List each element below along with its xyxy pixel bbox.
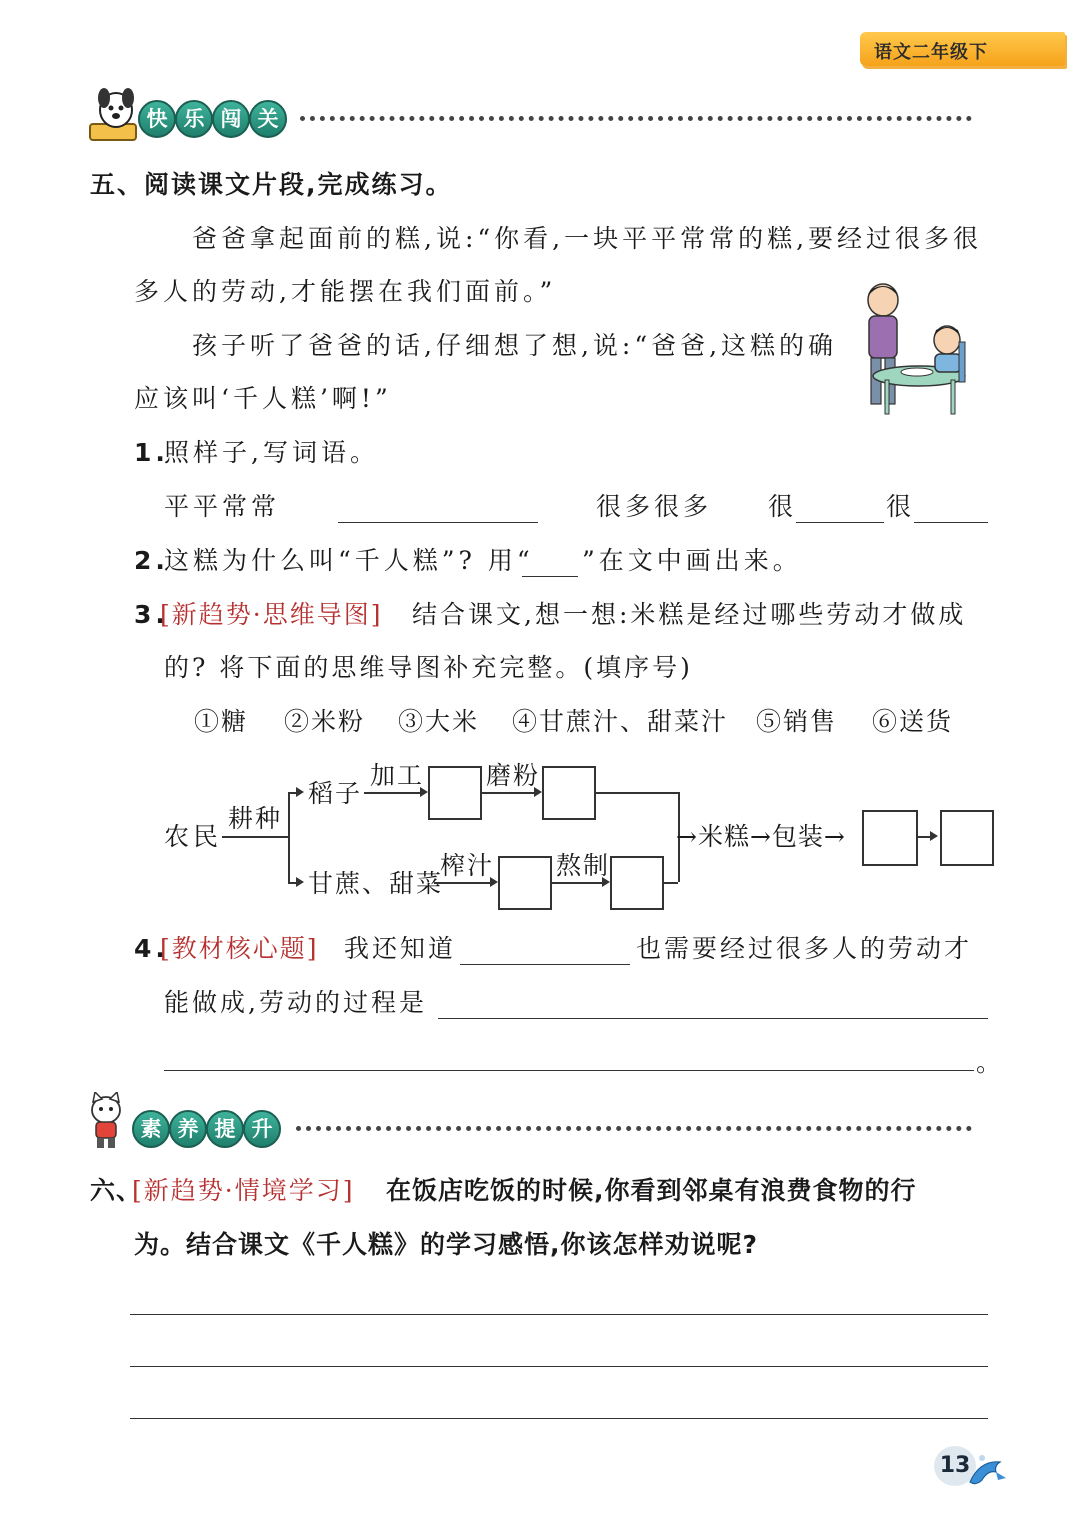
q6-tag: [新趋势·情境学习] (132, 1176, 355, 1205)
q4-blank-1[interactable] (460, 964, 630, 965)
map-arrow (296, 877, 304, 887)
banner-dots (300, 116, 972, 121)
q6-answer-line[interactable] (130, 1314, 988, 1315)
passage-line: 爸爸拿起面前的糕,说:“你看,一块平平常常的糕,要经过很多很 (192, 224, 983, 253)
map-arrow (602, 877, 610, 887)
map-answer-box[interactable] (498, 856, 552, 910)
q2-text-b: ”在文中画出来。 (582, 546, 802, 575)
map-answer-box[interactable] (542, 766, 596, 820)
dog-mascot-icon (86, 84, 146, 146)
page-number: 13 (934, 1446, 976, 1486)
dolphin-icon (966, 1452, 1008, 1492)
q3-number: 3. (134, 600, 169, 629)
map-grind: 磨粉 (486, 761, 541, 790)
q2-number: 2. (134, 546, 169, 575)
q4-text-c: 能做成,劳动的过程是 (164, 988, 427, 1017)
q1-blank-2[interactable] (796, 522, 884, 523)
q6-text-b: 为。结合课文《千人糕》的学习感悟,你该怎样劝说呢? (134, 1230, 759, 1259)
banner-char: 升 (243, 1110, 281, 1148)
q1-text: 照样子,写词语。 (164, 438, 379, 467)
q6-answer-line[interactable] (130, 1418, 988, 1419)
passage-line: 多人的劳动,才能摆在我们面前。” (134, 277, 557, 306)
banner-char: 素 (132, 1110, 170, 1148)
map-connector (480, 792, 536, 794)
map-connector (364, 792, 422, 794)
q6-answer-line[interactable] (130, 1366, 988, 1367)
q5-title: 五、阅读课文片段,完成练习。 (90, 170, 453, 199)
banner-char: 关 (249, 100, 287, 138)
map-answer-box[interactable] (862, 810, 918, 866)
map-arrow (420, 787, 428, 797)
q1-blank-1[interactable] (338, 522, 538, 523)
q6-text-a: 在饭店吃饭的时候,你看到邻桌有浪费食物的行 (386, 1176, 917, 1205)
banner-char: 养 (169, 1110, 207, 1148)
map-arrow (534, 787, 542, 797)
passage-line: 孩子听了爸爸的话,仔细想了想,说:“爸爸,这糕的确 (192, 331, 838, 360)
q2-mark-line (522, 576, 578, 577)
q4-tag: [教材核心题] (160, 934, 319, 963)
option-1: ①糖 (194, 707, 249, 736)
q1-example-1: 平平常常 (164, 492, 281, 521)
map-connector (916, 836, 930, 838)
banner-char: 乐 (175, 100, 213, 138)
banner-char: 快 (138, 100, 176, 138)
map-boil: 熬制 (556, 851, 611, 880)
map-cane: 甘蔗、甜菜 (308, 869, 444, 898)
grade-ribbon (860, 32, 1065, 66)
q2-text-a: 这糕为什么叫“千人糕”? 用“ (164, 546, 534, 575)
map-connector (594, 792, 678, 794)
map-answer-box[interactable] (610, 856, 664, 910)
q6-prefix: 六、 (90, 1176, 143, 1205)
q1-example-2: 很多很多 (596, 492, 713, 521)
option-4: ④甘蔗汁、甜菜汁 (512, 707, 729, 736)
map-connector (662, 882, 678, 884)
banner-char: 闯 (212, 100, 250, 138)
q1-word-1: 很 (768, 492, 798, 521)
map-arrow (296, 787, 304, 797)
q3-text-b: 的? 将下面的思维导图补充完整。(填序号) (164, 653, 693, 682)
map-farmer: 农民 (164, 822, 223, 851)
option-6: ⑥送货 (872, 707, 954, 736)
option-5: ⑤销售 (756, 707, 838, 736)
map-connector (550, 882, 604, 884)
q1-word-2: 很 (886, 492, 916, 521)
q4-blank-2[interactable] (438, 1018, 988, 1019)
option-3: ③大米 (398, 707, 480, 736)
q4-blank-3[interactable] (164, 1070, 974, 1071)
father-child-illustration (855, 280, 985, 420)
banner-char: 提 (206, 1110, 244, 1148)
q4-text-a: 我还知道 (344, 934, 457, 963)
map-process: 加工 (370, 761, 425, 790)
map-arrow (930, 831, 938, 841)
map-tail: →米糕→包装→ (676, 822, 846, 851)
map-answer-box[interactable] (940, 810, 994, 866)
map-plant: 耕种 (228, 804, 283, 833)
q3-text-a: 结合课文,想一想:米糕是经过哪些劳动才做成 (412, 600, 967, 629)
passage-line: 应该叫‘千人糕’啊!” (134, 384, 392, 413)
grade-label: 语文二年级下 (874, 42, 988, 63)
banner-dots (296, 1126, 972, 1131)
q1-blank-3[interactable] (914, 522, 988, 523)
map-arrow (490, 877, 498, 887)
map-connector (222, 836, 288, 838)
q1-number: 1. (134, 438, 169, 467)
q4-text-b: 也需要经过很多人的劳动才 (636, 934, 973, 963)
cat-mascot-icon (84, 1092, 134, 1150)
map-answer-box[interactable] (428, 766, 482, 820)
map-connector (434, 882, 490, 884)
q4-number: 4. (134, 934, 169, 963)
q3-tag: [新趋势·思维导图] (160, 600, 383, 629)
q4-end: 。 (976, 1048, 1006, 1077)
map-rice: 稻子 (308, 779, 363, 808)
map-connector (288, 792, 290, 882)
map-juice: 榨汁 (440, 851, 495, 880)
option-2: ②米粉 (284, 707, 366, 736)
